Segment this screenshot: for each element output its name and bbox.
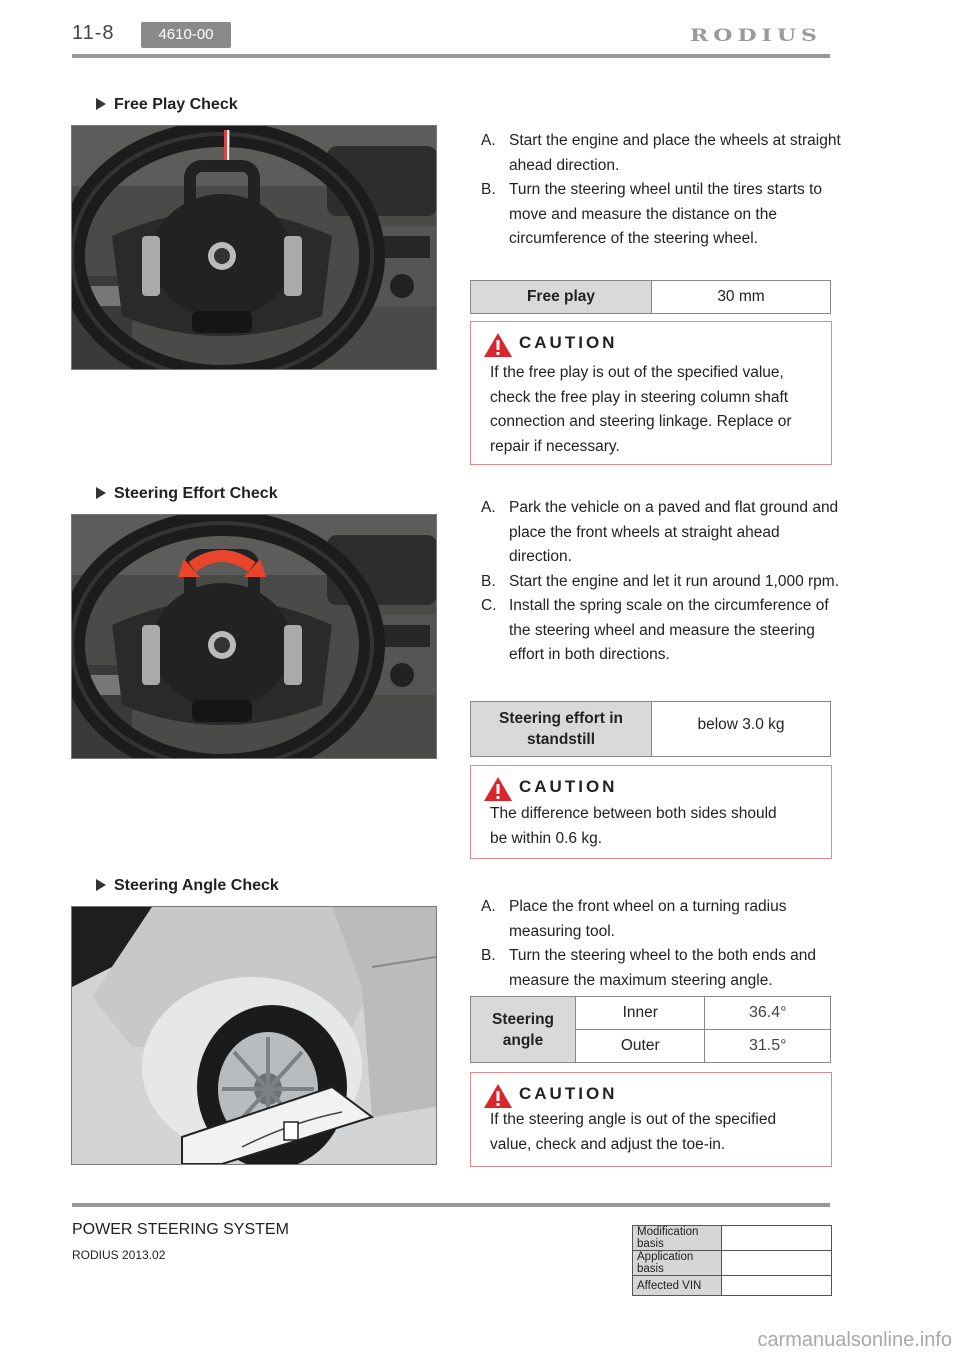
caution-text — [490, 361, 792, 459]
play-arrow-icon — [96, 879, 106, 891]
spec-row-value: 36.4° — [705, 997, 831, 1030]
caution-title: CAUTION — [519, 777, 618, 796]
spec-label: Free play — [471, 281, 652, 314]
caution-box — [470, 321, 832, 465]
caution-box — [470, 765, 832, 859]
section-heading-free-play — [96, 96, 238, 114]
section-heading-steering-angle — [96, 877, 279, 895]
instruction-list — [481, 496, 841, 668]
caution-line: If the free play is out of the specified value, — [490, 364, 784, 381]
instruction-step — [481, 570, 841, 595]
steering-wheel-photo — [71, 125, 437, 370]
warning-triangle-icon — [483, 1083, 513, 1109]
caution-line: be within 0.6 kg. — [490, 829, 603, 847]
instruction-step — [481, 496, 841, 570]
caution-box — [470, 1072, 832, 1167]
step-letter: B. — [481, 947, 496, 964]
caution-title: CAUTION — [519, 333, 618, 352]
spec-label-line: standstill — [526, 731, 596, 748]
revision-value — [722, 1226, 832, 1251]
brand-logo: RODIUS — [690, 26, 822, 46]
section-heading-text: Steering Effort Check — [114, 485, 278, 502]
caution-line: check the free play in steering column shaft — [490, 388, 789, 406]
step-text: Start the engine and place the wheels at straight ahead direction. — [509, 132, 841, 174]
spec-value: 30 mm — [652, 281, 831, 314]
spec-row-value: 31.5° — [705, 1030, 831, 1063]
watermark: carmanualsonline.info — [757, 1329, 952, 1351]
step-letter: A. — [481, 499, 496, 516]
section-code-badge: 4610-00 — [141, 22, 231, 48]
step-letter: A. — [481, 132, 496, 149]
caution-title: CAUTION — [519, 1084, 618, 1103]
revision-label: Modification basis — [633, 1226, 722, 1251]
step-letter: B. — [481, 572, 496, 590]
step-text: Turn the steering wheel until the tires starts to move and measure the distance on the circumference of the steering wheel. — [509, 181, 823, 247]
spec-label — [471, 702, 652, 757]
caution-line: value, check and adjust the toe-in. — [490, 1135, 726, 1153]
step-text: Turn the steering wheel to the both ends and measure the maximum steering angle. — [509, 947, 817, 989]
page-number: 11-8 — [72, 22, 115, 44]
step-text: Park the vehicle on a paved and flat ground and place the front wheels at straight ahead direction. — [509, 499, 839, 565]
instruction-step — [481, 178, 841, 252]
revision-value — [722, 1251, 832, 1276]
instruction-list — [481, 895, 841, 993]
step-letter: C. — [481, 597, 497, 614]
footer-edition: RODIUS 2013.02 — [72, 1248, 166, 1262]
spec-label-line: Steering — [491, 1010, 554, 1028]
instruction-list — [481, 129, 841, 252]
caution-line: If the steering angle is out of the specified — [490, 1111, 777, 1128]
caution-line: repair if necessary. — [490, 437, 620, 455]
step-text: Place the front wheel on a turning radius measuring tool. — [509, 898, 787, 940]
instruction-step — [481, 944, 841, 993]
spec-table-steering-effort — [470, 701, 831, 757]
section-heading-text: Steering Angle Check — [114, 877, 279, 894]
spec-table-steering-angle — [470, 996, 831, 1063]
play-arrow-icon — [96, 487, 106, 499]
spec-label-line: angle — [502, 1031, 544, 1049]
step-text: Start the engine and let it run around 1,000 rpm. — [509, 572, 840, 590]
front-wheel-turning-radius-photo — [71, 906, 437, 1165]
play-arrow-icon — [96, 98, 106, 110]
spec-row-name: Outer — [576, 1030, 705, 1063]
step-letter: A. — [481, 898, 496, 915]
revision-label: Application basis — [633, 1251, 722, 1276]
spec-label-line: Steering effort in — [498, 710, 623, 727]
section-heading-steering-effort — [96, 485, 278, 503]
spec-label — [471, 997, 576, 1063]
spec-table-free-play — [470, 280, 831, 314]
step-text: Install the spring scale on the circumference of the steering wheel and measure the steering effort in both directions. — [509, 597, 829, 663]
spec-row-name: Inner — [576, 997, 705, 1030]
footer-chapter-title: POWER STEERING SYSTEM — [72, 1221, 289, 1238]
revision-table — [632, 1225, 832, 1296]
caution-line: The difference between both sides should — [490, 805, 777, 822]
footer-rule — [72, 1203, 830, 1207]
revision-value — [722, 1276, 832, 1296]
instruction-step — [481, 129, 841, 178]
revision-label: Affected VIN — [633, 1276, 722, 1296]
caution-text — [490, 1108, 776, 1157]
instruction-step — [481, 895, 841, 944]
instruction-step — [481, 594, 841, 668]
step-letter: B. — [481, 181, 496, 198]
spec-value: below 3.0 kg — [652, 702, 831, 757]
warning-triangle-icon — [483, 776, 513, 802]
caution-line: connection and steering linkage. Replace or — [490, 413, 792, 430]
header-rule — [72, 54, 830, 58]
warning-triangle-icon — [483, 332, 513, 358]
steering-wheel-effort-photo — [71, 514, 437, 759]
caution-text — [490, 802, 777, 851]
section-heading-text: Free Play Check — [114, 96, 238, 113]
